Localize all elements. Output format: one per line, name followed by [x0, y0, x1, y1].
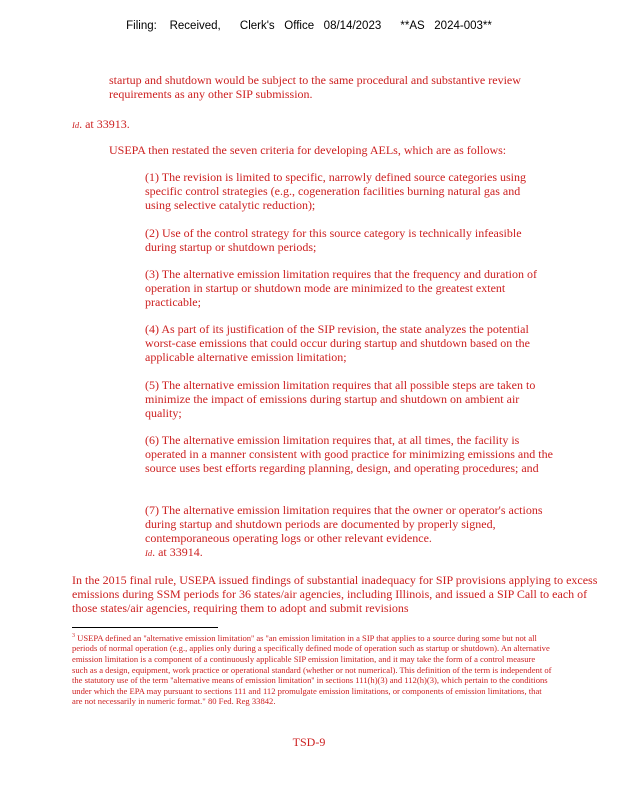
footnote-text: USEPA defined an ''alternative emission limitation'' as ''an emission limitation in a SIP that applies to a source during some but not all periods of normal operation (e.g., applies only during a specifically defined mode of operation such as startup or shutdown). An alternative emission limitation is a component of a continuously applicable SIP emission limitation, and it may take the form of a control measure such as a design, equipment, work practice or operational standard (whether or not numerical). This definition of the term is independent of the statutory use of the term ''alternative means of emission limitation'' in sections 111(h)(3) and 112(h)(3), which pertain to the conditions under which the EPA may pursuant to sections 111 and 112 promulgate emission limitations, or components of emission limitations, that are not necessarily in numeric format." 80 Fed. Reg 33842.	[72, 632, 552, 707]
page-number: TSD-9	[292, 735, 326, 749]
footnote-3	[72, 631, 552, 707]
citation-pages: . at 33913.	[79, 117, 130, 131]
citation-id-label: Id	[72, 120, 80, 130]
criterion-1: (1) The revision is limited to specific, narrowly defined source categories using specific control strategies (e.g., cogeneration facilities burning natural gas and using selective catalytic reduction);	[145, 170, 526, 212]
criteria-intro: USEPA then restated the seven criteria for developing AELs, which are as follows:	[109, 143, 507, 157]
paragraph-continuation: startup and shutdown would be subject to the same procedural and substantive review requirements as any other SIP submission.	[109, 73, 521, 101]
final-paragraph: In the 2015 final rule, USEPA issued findings of substantial inadequacy for SIP provisions applying to excess emissions during SSM periods for 36 states/air agencies, including Illinois, and issued a SIP Call to each of those states/air agencies, requiring them to adopt and submit revisions	[72, 573, 598, 615]
citation-id-label: Id	[145, 548, 153, 558]
citation-pages: . at 33914.	[152, 545, 203, 559]
criterion-4: (4) As part of its justification of the SIP revision, the state analyzes the potential worst-case emissions that could occur during startup and shutdown based on the applicable alternative emission limitation;	[145, 322, 530, 364]
criterion-6: (6) The alternative emission limitation requires that, at all times, the facility is operated in a manner consistent with good practice for minimizing emissions and the source uses best efforts regarding planning, design, and operating procedures; and	[145, 433, 553, 475]
criterion-7: (7) The alternative emission limitation requires that the owner or operator's actions during startup and shutdown periods are documented by properly signed, contemporaneous operating logs or other relevant evidence.	[145, 503, 543, 545]
criterion-5: (5) The alternative emission limitation requires that all possible steps are taken to minimize the impact of emissions during startup and shutdown on ambient air quality;	[145, 378, 536, 420]
citation-id-33914	[145, 545, 203, 560]
filing-stamp-header: Filing: Received, Clerk's Office 08/14/2023 **AS 2024-003**	[126, 20, 492, 32]
footnote-marker: 3	[72, 633, 75, 639]
citation-id-33913	[72, 117, 130, 132]
criterion-3: (3) The alternative emission limitation requires that the frequency and duration of operation in startup or shutdown mode are minimized to the greatest extent practicable;	[145, 267, 537, 309]
footnote-divider	[72, 627, 218, 628]
criterion-2: (2) Use of the control strategy for this source category is technically infeasible during startup or shutdown periods;	[145, 226, 522, 254]
